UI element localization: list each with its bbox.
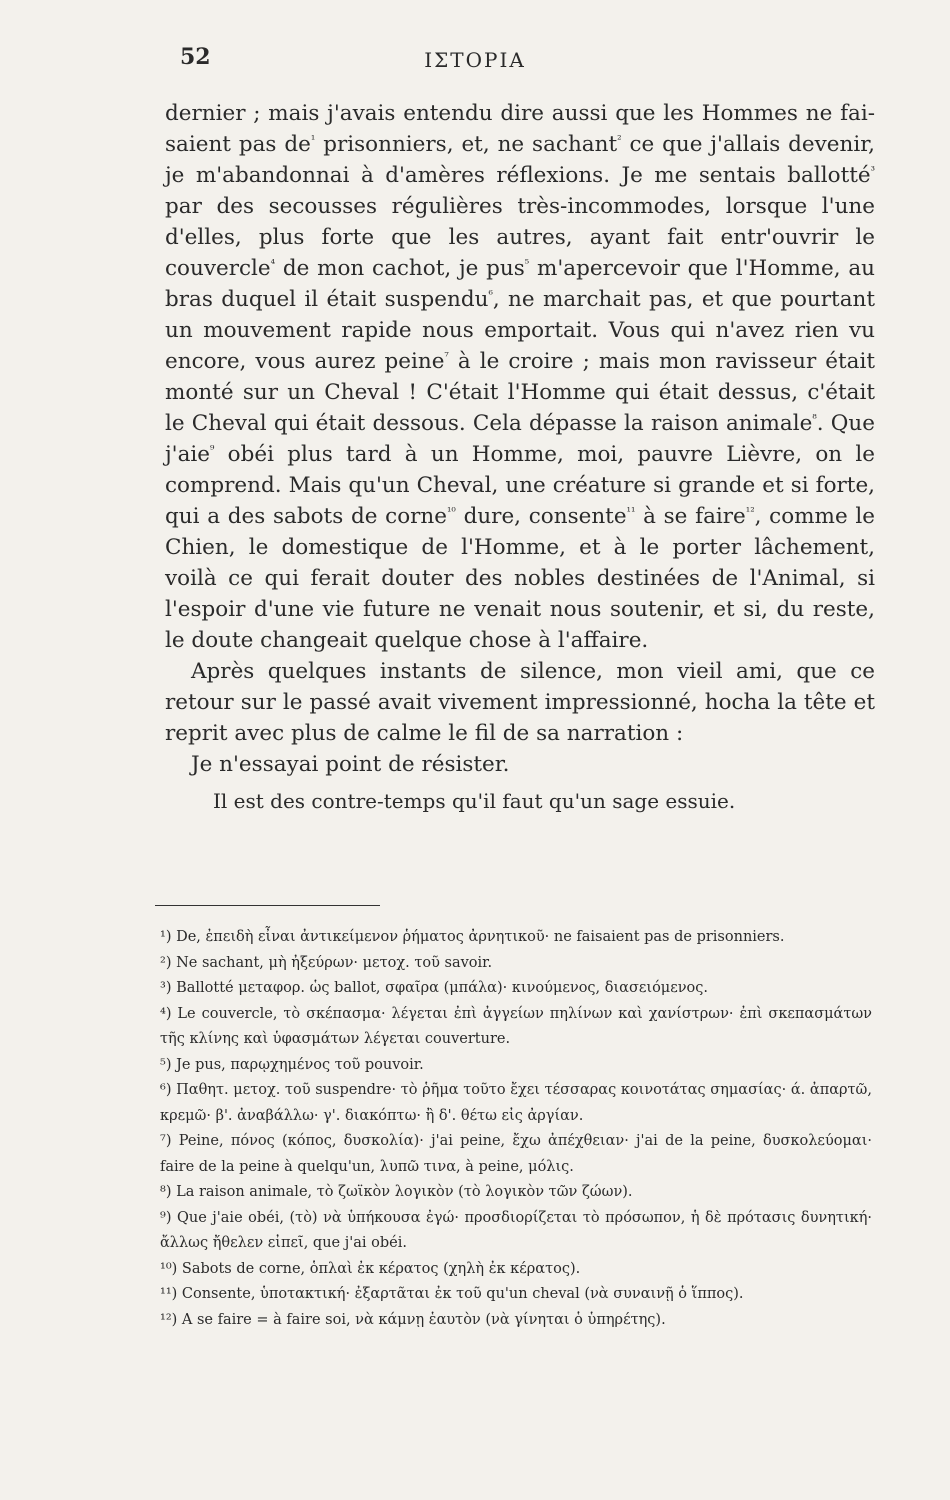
footnote: ¹²) A se faire = à faire soi, νὰ κάμνῃ ἑαυτὸν (νὰ γίνηται ὁ ὑπηρέτης).: [160, 1311, 666, 1328]
footnote: ⁴) Le couvercle, τὸ σκέπασμα· λέγεται ἐπὶ ἀγγείων πηλίνων καὶ χανίστρων· ἐπὶ σκεπασμάτων τῆς κλίνης καὶ ὑφασμάτων λέγεται couverture.: [160, 1005, 872, 1047]
footnote: ²) Ne sachant, μὴ ἠξεύρων· μετοχ. τοῦ savoir.: [160, 954, 493, 971]
note-ref-6: ⁶: [488, 287, 493, 301]
footnotes: [160, 925, 872, 1333]
footnote: ⁶) Παθητ. μετοχ. τοῦ suspendre· τὸ ῥῆμα τοῦτο ἔχει τέσσαρας κοινοτάτας σημασίας· ά. ἀπαρτῶ, κρεμῶ· β'. ἀναβάλλω· γ'. διακόπτω· ἢ δ'. θέτω εἰς ἀργίαν.: [160, 1082, 872, 1124]
paragraph-2: Après quelques instants de silence, mon vieil ami, que ce retour sur le passé avait vivement impressionné, hocha la tête et reprit avec plus de calme le fil de sa narration :: [165, 659, 875, 746]
note-ref-8: ⁸: [812, 411, 817, 425]
footnote: ¹) De, ἐπειδὴ εἶναι ἀντικείμενον ῥήματος ἀρνητικοῦ· ne faisaient pas de prisonniers.: [160, 929, 785, 945]
verse-quote: Il est des contre-temps qu'il faut qu'un sage essuie.: [213, 789, 736, 813]
footnote: ⁵) Je pus, παρῳχημένος τοῦ pouvoir.: [160, 1056, 424, 1073]
footnote: ³) Ballotté μεταφορ. ὡς ballot, σφαῖρα (μπάλα)· κινούμενος, διασειόμενος.: [160, 980, 709, 996]
note-ref-9: ⁹: [210, 442, 215, 456]
note-ref-2: ²: [617, 132, 622, 146]
paragraph-3: Je n'essayai point de résister.: [191, 752, 510, 777]
page-number: 52: [180, 44, 211, 70]
footnote-divider: [155, 905, 380, 906]
footnote: ¹¹) Consente, ὑποτακτική· ἐξαρτᾶται ἐκ τοῦ qu'un cheval (νὰ συναινῇ ὁ ἵππος).: [160, 1286, 744, 1302]
note-ref-3: ³: [870, 163, 875, 177]
note-ref-11: ¹¹: [626, 504, 636, 518]
running-title: ΙΣΤΟΡΙΑ: [424, 48, 526, 72]
footnote: ⁸) La raison animale, τὸ ζωϊκὸν λογικὸν (τὸ λογικὸν τῶν ζώων).: [160, 1184, 633, 1200]
note-ref-5: ⁵: [524, 256, 530, 270]
note-ref-10: ¹⁰: [447, 504, 456, 518]
paragraph-1: dernier ; mais j'avais entendu dire aussi que les Hommes ne fai- saient pas $de^{^1}$ prisonniers, et, ne sachant$^{^2}$ ce que j'allais devenir, je m'abandonnai à d'amères réflexions. Je me sentais ballotté$^{^3}$ par des secousses régulières très-incommodes, lorsque l'une d'elles, plus forte que les autres, ayant fait entr'ouvrir le couvercle$^{^4}$ de mon cachot, je pus$^{^5}$ m'apercevoir que l'Homme, au bras duquel il était suspendu$^{^6}$, ne marchait pas, et que pourtant un mouvement rapide nous emportait. Vous qui n'avez rien vu encore, vous aurez peine$^{^7}$ à le croire ; mais mon ravisseur était monté sur un Cheval ! C'était l'Homme qui était dessus, c'était le Cheval qui était dessous. Cela dépasse la raison animale$^{^8}$. Que j'aie$^{^9}$ obéi plus tard à un Homme, moi, pauvre Lièvre, on le comprend. Mais qu'un Cheval, une créature si grande et si forte, qui a des sabots de corne$^{^{10}}$ dure, consente$^{^{11}}$ à se faire$^{^{12}}$, comme le Chien, le domestique de l'Homme, et à le porter lâchement, voilà ce qui ferait douter des nobles destinées de l'Animal, si l'espoir d'une vie future ne venait nous soutenir, et si, du reste, le doute changeait quelque chose à l'affaire.: [165, 101, 876, 653]
main-text: [165, 98, 875, 817]
note-ref-4: ⁴: [270, 256, 276, 270]
footnote: ⁷) Peine, πόνος (κόπος, δυσκολία)· j'ai peine, ἔχω ἀπέχθειαν· j'ai de la peine, δυσκολεύομαι· faire de la peine à quelqu'un, λυπῶ τινα, à peine, μόλις.: [160, 1133, 872, 1175]
note-ref-12: ¹²: [745, 504, 755, 518]
note-ref-1: ¹: [310, 132, 316, 146]
note-ref-7: ⁷: [444, 349, 449, 363]
footnote: ⁹) Que j'aie obéi, (τὸ) νὰ ὑπήκουσα ἐγώ· προσδιορίζεται τὸ πρόσωπον, ἡ δὲ πρότασις δυνητική· ἄλλως ἤθελεν εἰπεῖ, que j'ai obéi.: [160, 1209, 872, 1251]
footnote: ¹⁰) Sabots de corne, ὁπλαὶ ἐκ κέρατος (χηλὴ ἐκ κέρατος).: [160, 1260, 581, 1277]
